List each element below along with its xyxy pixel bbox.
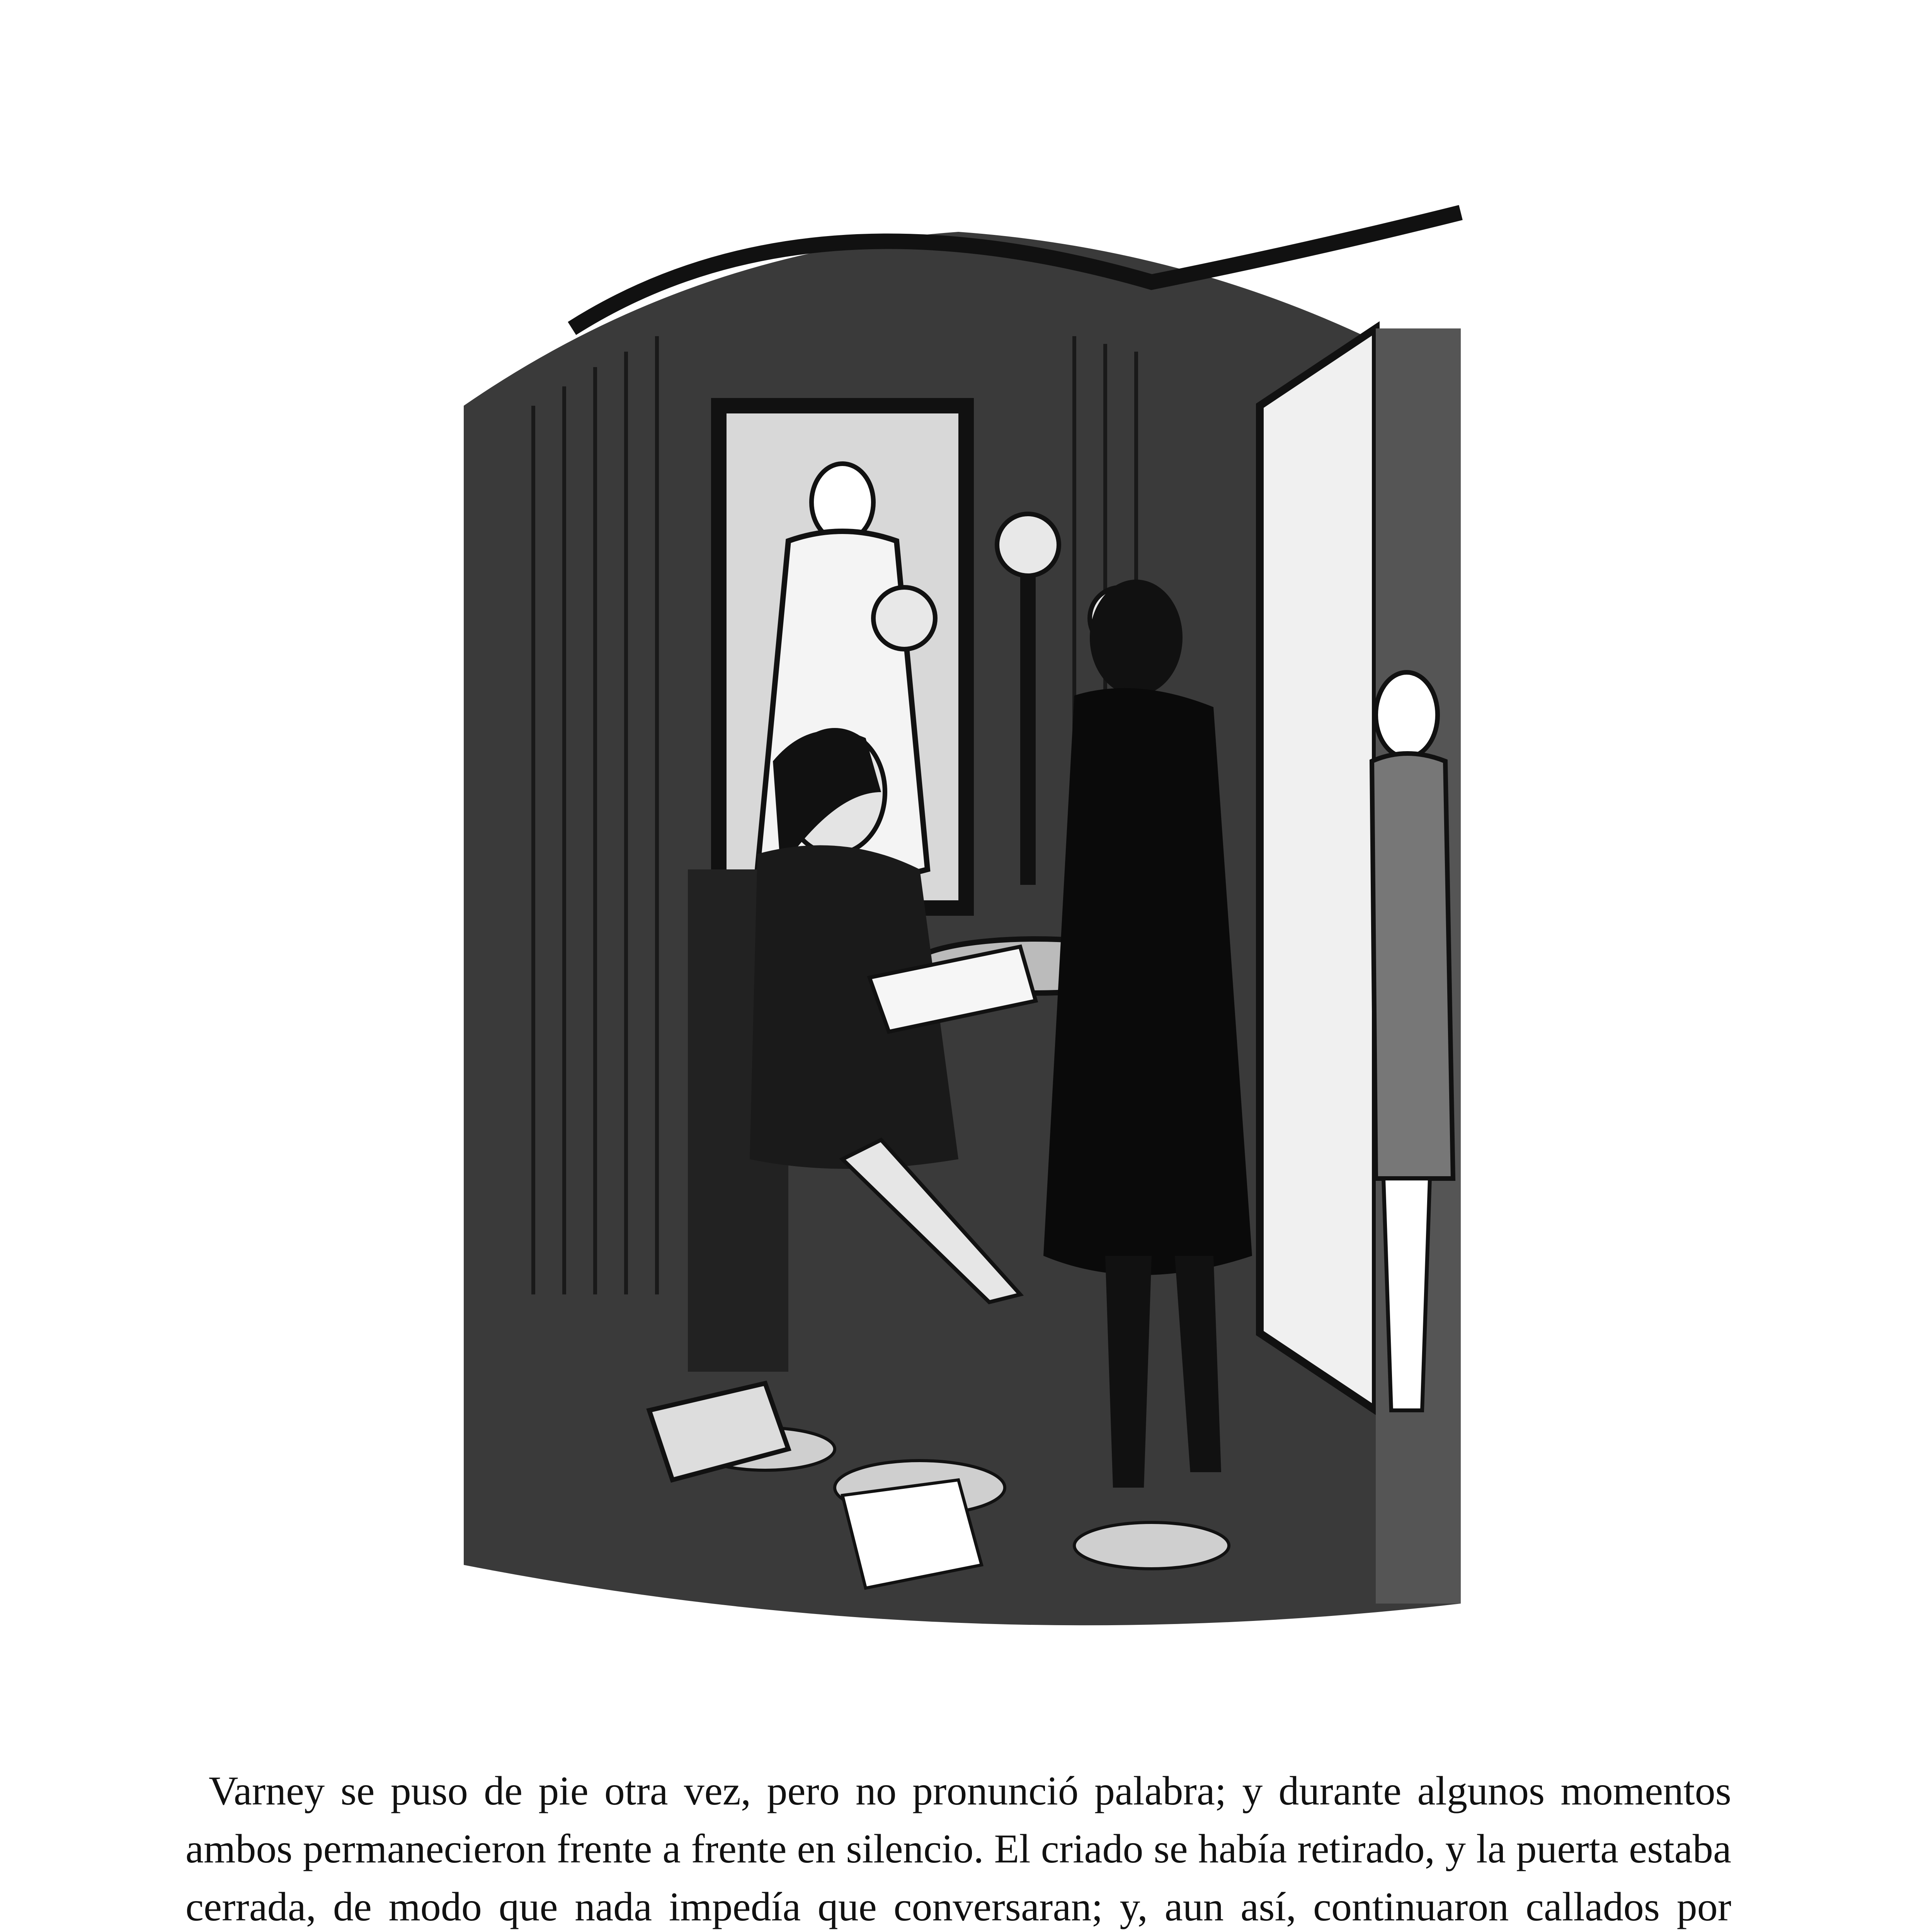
paragraph-1: Varney se puso de pie otra vez, pero no pronunció palabra; y durante algunos momentos ambos permanecieron frente a frente en silencio. El criado se había retirado, y la puerta estaba cerrada, de modo que nada impedía que conversaran; y, aun así, continuaron callados por: [185, 1768, 1731, 1929]
body-text: [185, 1762, 1731, 1932]
engraving-illustration: [417, 135, 1499, 1665]
